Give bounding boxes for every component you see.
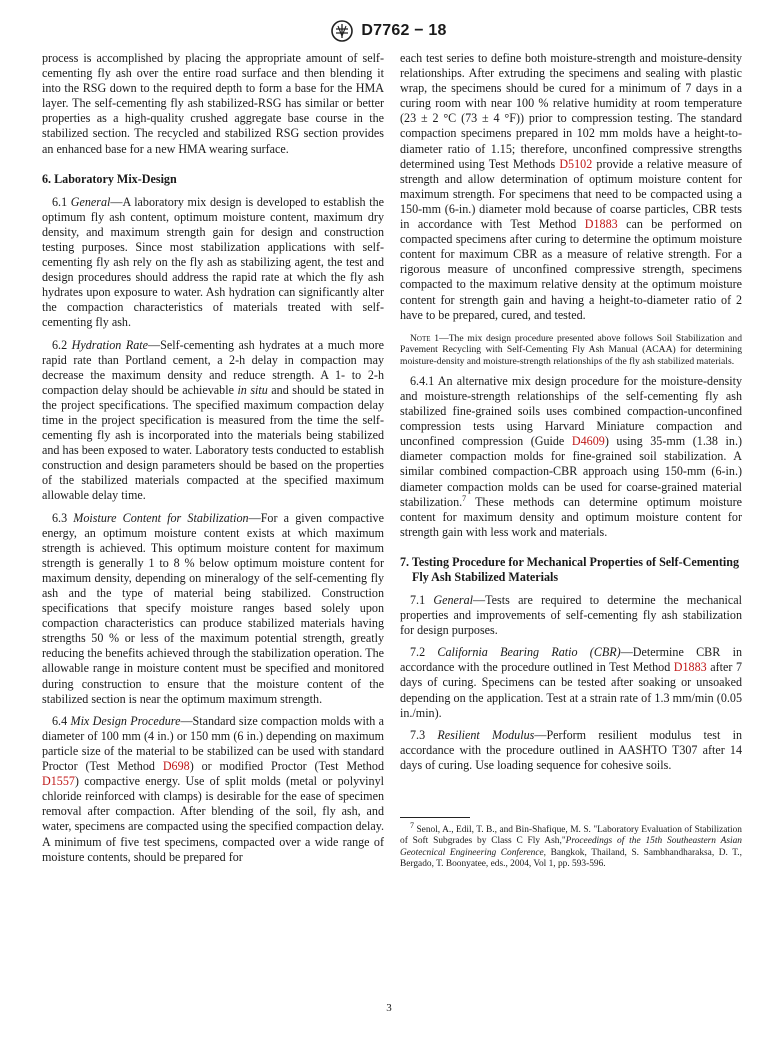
ref-link-d1557[interactable]: D1557 — [42, 774, 75, 789]
page-number: 3 — [386, 1002, 392, 1014]
footnote-ref-7[interactable]: 7 — [462, 493, 467, 503]
ref-link-d1883[interactable]: D1883 — [584, 217, 618, 232]
paragraph-6-1: 6.1 General—A laboratory mix design is developed to establish the optimum fly ash content, optimum moisture content, maximum dry density, and maximum strength gain for design and construction testing purposes. Since most stabilization applications with self-cementing fly ash rely on the fly ash as stabilizing agent, the test and design procedures should address the rapid rate at which the fly ash hydrates upon exposure to water. Ash hydration can significantly alter the compaction characteristics of materials treated with self-cementing fly ash. — [42, 194, 384, 330]
footnote-divider — [400, 817, 470, 818]
left-column — [42, 51, 384, 865]
ref-link-d698[interactable]: D698 — [162, 759, 190, 774]
paragraph-6-3: 6.3 Moisture Content for Stabilization—For a given compactive energy, an optimum moisture content exists at which maximum strength is achieved. This optimum moisture content for maximum strength is generally 1 to 8 % below optimum moisture content for maximum density, depending on mineralogy of the self-cementing fly ash and the type of material being stabilized. Construction specifications that specify moisture ranges based solely upon compaction characteristics can produce stabilized materials having strengths 50 % or less of the maximum potential strength, greatly reducing the benefits achieved through the stabilization operation. The allowable range in moisture content must be specified and monitored during construction to ensure that the moisture content of the stabilized section is near the optimum maximum strength. — [42, 510, 384, 706]
standard-designation: D7762 − 18 — [361, 22, 447, 39]
paragraph-7-3: 7.3 Resilient Modulus—Perform resilient modulus test in accordance with the procedure outlined in AASHTO T307 after 14 days of curing. Use loading sequence for cohesive soils. — [400, 727, 742, 772]
page-header — [0, 16, 778, 46]
paragraph-6-2: 6.2 Hydration Rate—Self-cementing ash hydrates at a much more rapid rate than Portland cement, a 2-h delay in compaction may decrease the maximum density and reduce strength. A 1- to 2-h compaction delay should be achievable in situ and should be stated in the project specifications. The specified maximum compaction delay time in the project specification is measured from the time the self-cementing fly ash is incorporated into the materials being stabilized and has been exposed to water. Laboratory tests conducted to establish construction and design parameters should be based on the properties of the stabilized materials compacted at the specified maximum allowable delay time. — [42, 337, 385, 503]
section-heading-7: 7. Testing Procedure for Mechanical Properties of Self-Cementing Fly Ash Stabilized Materials — [400, 554, 740, 584]
ref-link-d5102[interactable]: D5102 — [559, 156, 593, 171]
paragraph-6-4-1: 6.4.1 An alternative mix design procedure for the moisture-density and moisture-strength relationships of the self-cementing fly ash stabilized fine-grained soils uses combined compaction-unconfined compression tests using Harvard Miniature compaction and unconfined compression (Guide D4609) using 35-mm (1.38 in.) diameter compaction molds for fine-grained soil stabilization. A similar combined compaction-CBR approach using 150-mm (6-in.) diameter compaction molds can be used for coarse-grained material stabilization.$^7$ These methods can determine optimum moisture content for maximum density and optimum moisture content for strength gain with less work and materials. — [400, 373, 742, 539]
paragraph-7-1: 7.1 General—Tests are required to determine the mechanical properties and improvements of self-cementing fly ash stabilization for design purposes. — [400, 592, 742, 638]
astm-logo-icon — [331, 20, 353, 42]
paragraph-6-4: 6.4 Mix Design Procedure—Standard size compaction molds with a diameter of 100 mm (4 in.) or 150 mm (6 in.) depending on maximum particle size of the material to be stabilized can be used with standard Proctor (Test Method D698) or modified Proctor (Test Method D1557) compactive energy. Use of split molds (metal or polyvinyl chloride reinforced with clamps) is desirable for the ease of specimen removal after compaction. After blending of the soil, fly ash, and water, specimens are compacted using the specified compaction delay. A minimum of five test specimens, compacted over a wide range of moisture contents, should be prepared for — [42, 713, 384, 864]
section-heading-6: 6. Laboratory Mix-Design — [42, 171, 177, 186]
paragraph-continued: process is accomplished by placing the appropriate amount of self-cementing fly ash over the entire road surface and then blending it into the RSG down to the required depth to form a base for the HMA layer. The self-cementing fly ash stabilized-RSG has similar or better properties as a high-quality crushed aggregate base course in the stabilized section. The recycled and stabilized RSG section provides an enhanced base for a new HMA wearing surface. — [42, 51, 384, 156]
note-1: Note 1—The mix design procedure presented above follows Soil Stabilization and Pavement Recycling with Self-Cementing Fly Ash Manual (ACAA) for determining moisture-density and moisture-strength relationships of the fly ash stabilized materials. — [400, 332, 742, 367]
paragraph-7-2: 7.2 California Bearing Ratio (CBR)—Determine CBR in accordance with the procedure outlined in Test Method D1883 after 7 days of curing. Specimens can be tested after soaking or unsoaked depending on the application. Test at a strain rate of 1.3 mm/min (0.05 in./min). — [400, 645, 742, 720]
ref-link-d4609[interactable]: D4609 — [571, 434, 605, 449]
footnote-7: $^7$ Senol, A., Edil, T. B., and Bin-Shafique, M. S. "Laboratory Evaluation of Stabilization of Soft Subgrades by Class C Fly Ash,"Proceedings of the 15th Southeastern Asian Geotecnical Engineering Conference, Bangkok, Thailand, S. Sambhandharaksa, D. T., Bergado, T. Boonyatee, eds., 2004, Vol 1, pp. 593-596. — [400, 820, 742, 870]
ref-link-d1883-2[interactable]: D1883 — [673, 660, 707, 675]
right-column — [400, 51, 742, 871]
paragraph-6-4-continued: each test series to define both moisture-strength and moisture-density relationships. After extruding the specimens and sealing with plastic wrap, the specimens should be cured for a minimum of 7 days in a curing room with near 100 % relative humidity at room temperature (23 ± 2 °C (73 ± 4 °F)) prior to compression testing. The standard compaction specimens prepared in 102 mm molds have a height-to-diameter ratio of 1.15; therefore, unconfined compressive strengths determined using Test Methods D5102 provide a relative measure of strength and allow determination of optimum moisture content for maximum strength. For specimens that need to be compacted using a 150-mm (6-in.) diameter mold because of coarse particles, CBR tests in accordance with Test Method D1883 can be performed on compacted specimens after curing to determine the optimum moisture content for maximum CBR as a measure of relative strength. For a rigorous measure of unconfined compressive strength, specimens compacted to the maximum relative density at the optimum moisture content for strength gain and having a height-to-diameter ratio of 2 have to be prepared, cured, and tested. — [400, 51, 742, 322]
